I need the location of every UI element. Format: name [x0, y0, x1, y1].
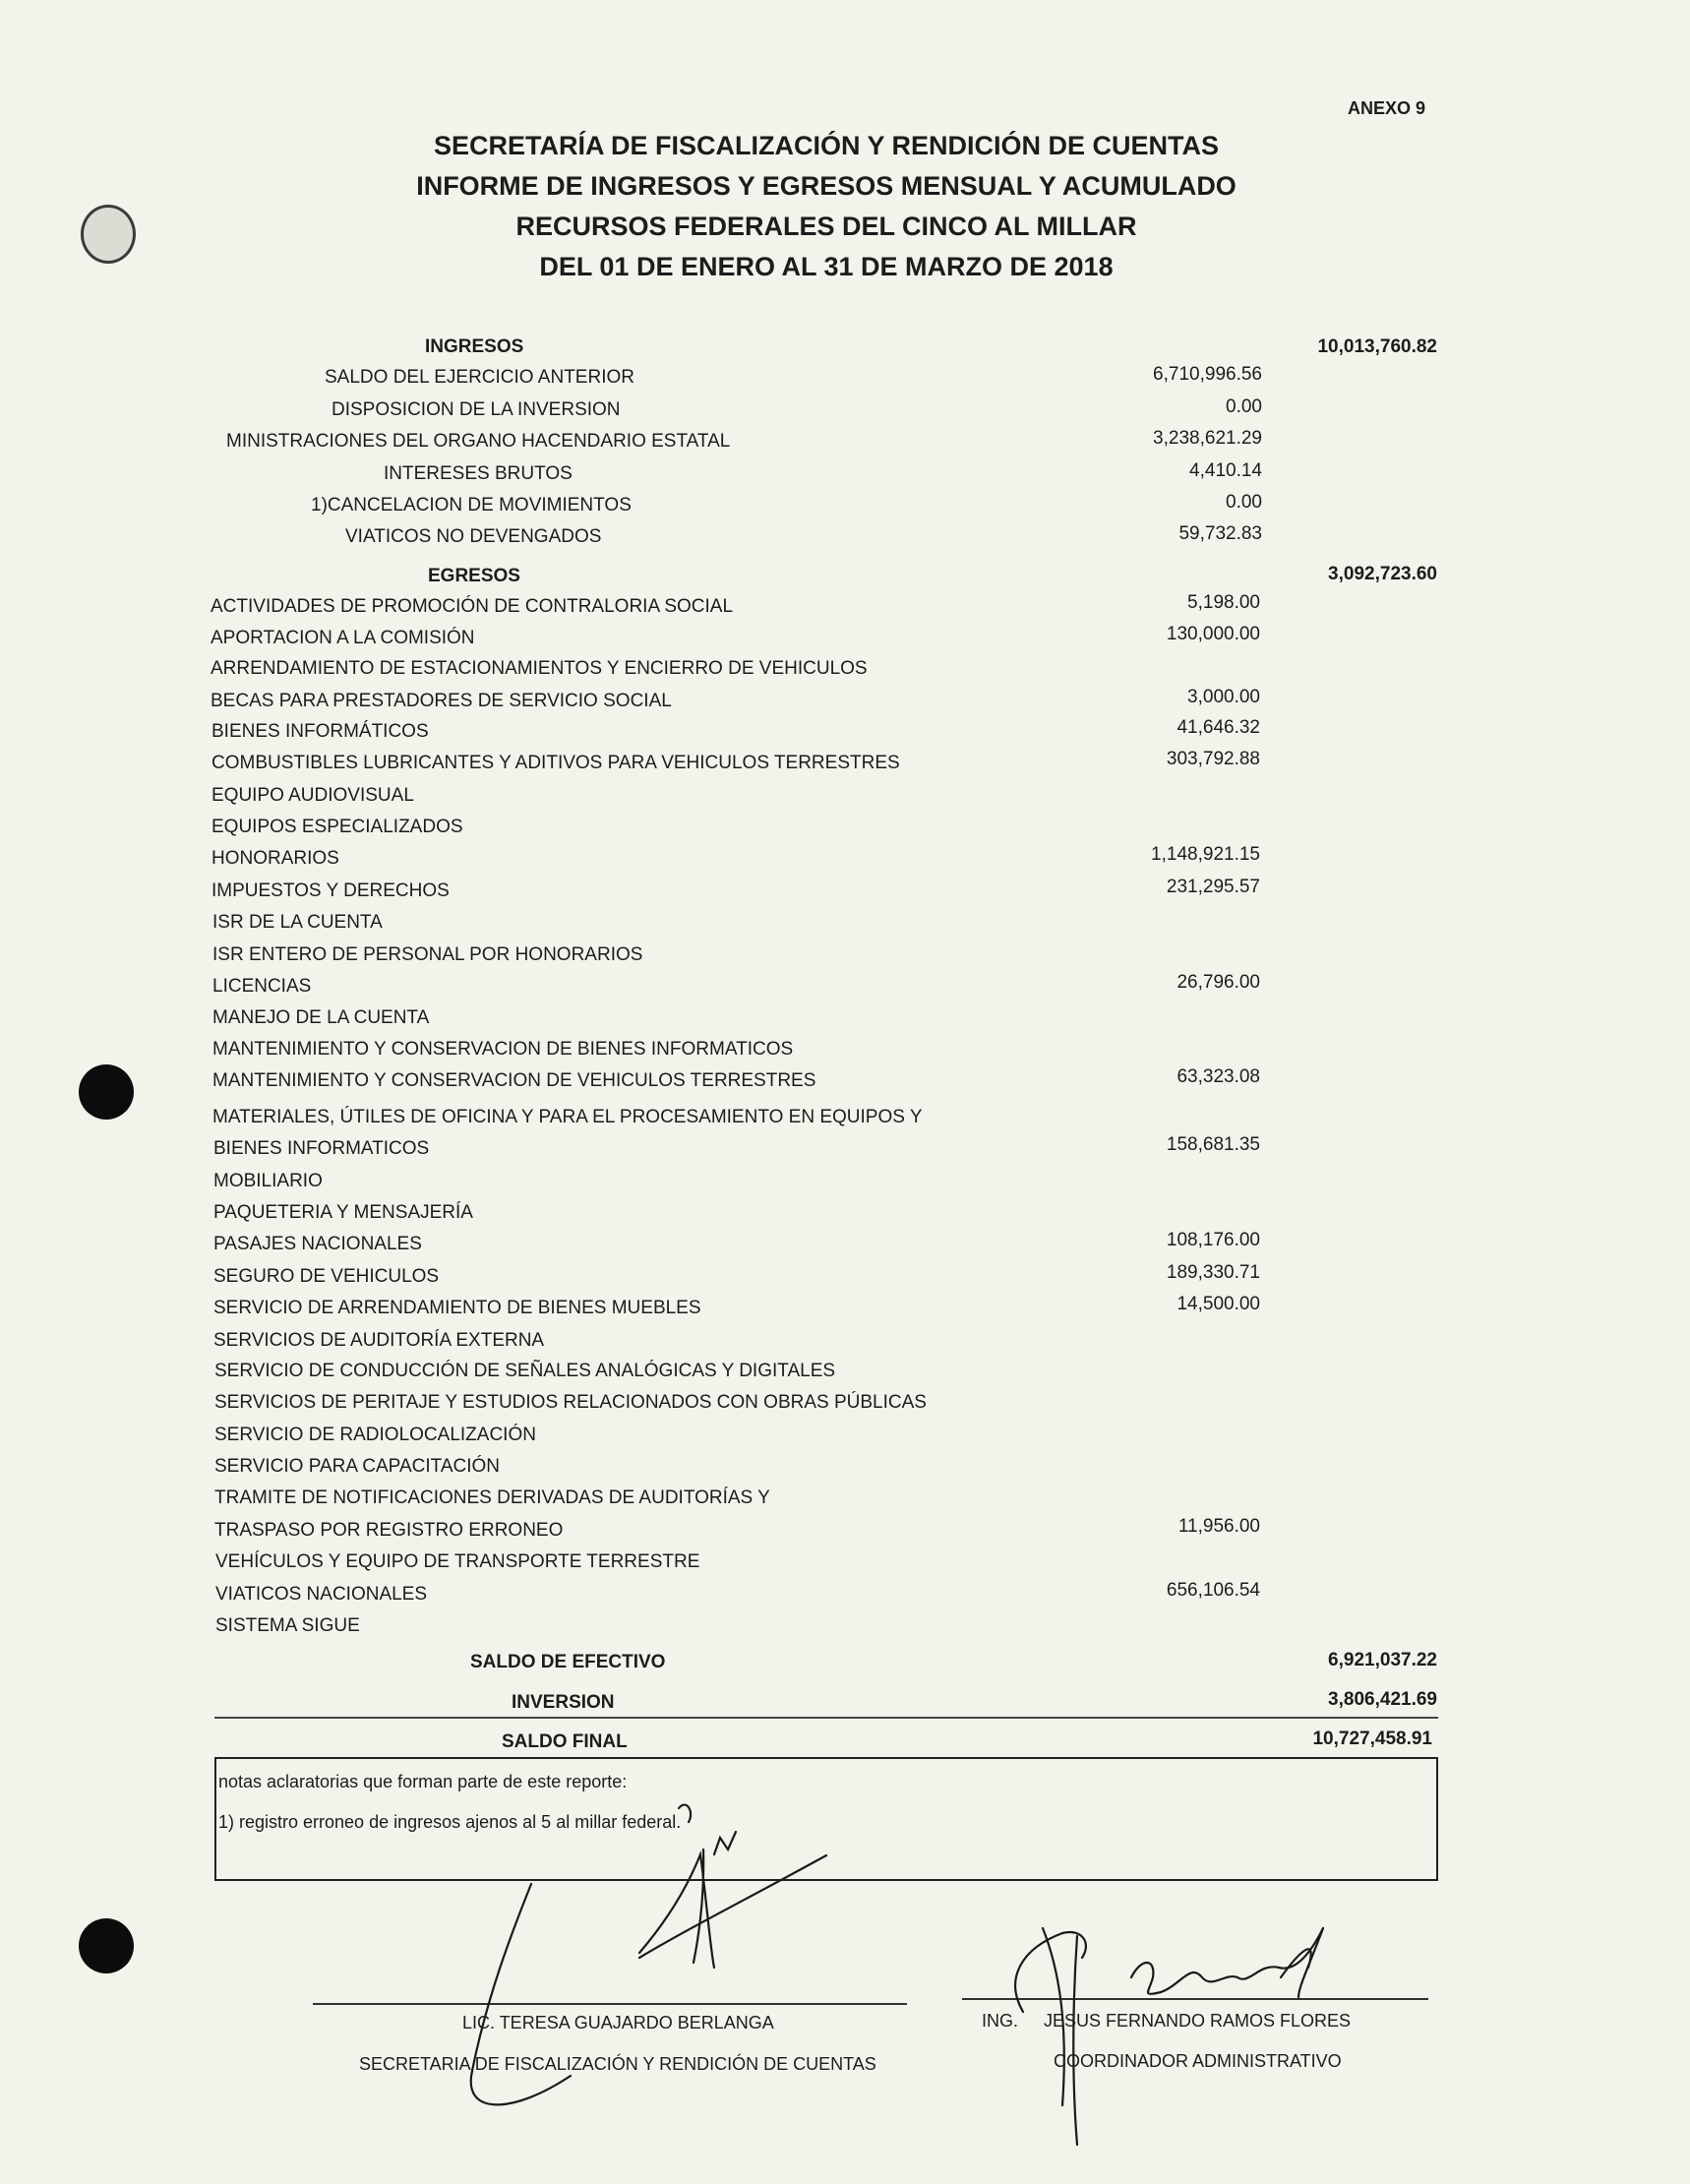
egreso-label: MATERIALES, ÚTILES DE OFICINA Y PARA EL PROCESAMIENTO EN EQUIPOS Y — [212, 1107, 923, 1127]
egreso-label: MANTENIMIENTO Y CONSERVACION DE BIENES INFORMATICOS — [212, 1039, 794, 1060]
saldo-efectivo-value: 6,921,037.22 — [1328, 1650, 1437, 1670]
ingresos-total: 10,013,760.82 — [1317, 336, 1437, 357]
ingreso-amount: 6,710,996.56 — [1153, 364, 1262, 385]
ingreso-amount: 0.00 — [1226, 396, 1262, 417]
ingreso-label: SALDO DEL EJERCICIO ANTERIOR — [325, 367, 634, 388]
egreso-amount: 41,646.32 — [1177, 717, 1260, 738]
egreso-label: SEGURO DE VEHICULOS — [213, 1266, 440, 1287]
egreso-amount: 3,000.00 — [1187, 687, 1260, 707]
egreso-amount: 231,295.57 — [1166, 877, 1260, 897]
egreso-label: SERVICIO DE CONDUCCIÓN DE SEÑALES ANALÓGICAS Y DIGITALES — [214, 1361, 836, 1381]
egreso-label: SERVICIO PARA CAPACITACIÓN — [214, 1456, 500, 1477]
egreso-label: LICENCIAS — [212, 976, 312, 997]
egreso-label: MANEJO DE LA CUENTA — [212, 1007, 430, 1028]
egreso-label: SERVICIO DE ARRENDAMIENTO DE BIENES MUEBLES — [213, 1298, 701, 1318]
egreso-label: ARRENDAMIENTO DE ESTACIONAMIENTOS Y ENCIERRO DE VEHICULOS — [211, 658, 868, 679]
egreso-label: EQUIPOS ESPECIALIZADOS — [211, 817, 463, 837]
ingreso-label: 1)CANCELACION DE MOVIMIENTOS — [311, 495, 632, 516]
inversion-label: INVERSION — [512, 1692, 615, 1713]
ingreso-amount: 3,238,621.29 — [1153, 428, 1262, 449]
punch-hole-top — [81, 205, 136, 264]
punch-hole-bottom — [79, 1918, 134, 1973]
egreso-label: EQUIPO AUDIOVISUAL — [211, 785, 414, 806]
right-signer-name: JESUS FERNANDO RAMOS FLORES — [1044, 2011, 1352, 2031]
header-line-3: RECURSOS FEDERALES DEL CINCO AL MILLAR — [515, 212, 1137, 241]
ingreso-label: DISPOSICION DE LA INVERSION — [332, 399, 621, 420]
signature-line-left — [313, 2003, 907, 2005]
egreso-label: HONORARIOS — [211, 848, 339, 869]
egreso-amount: 158,681.35 — [1166, 1134, 1260, 1155]
egreso-label: MANTENIMIENTO Y CONSERVACION DE VEHICULOS TERRESTRES — [212, 1070, 816, 1091]
egreso-amount: 26,796.00 — [1177, 972, 1260, 993]
egreso-amount: 11,956.00 — [1177, 1516, 1260, 1537]
egreso-label: ISR ENTERO DE PERSONAL POR HONORARIOS — [212, 944, 643, 965]
egreso-label: SISTEMA SIGUE — [215, 1615, 360, 1636]
egreso-label: ACTIVIDADES DE PROMOCIÓN DE CONTRALORIA SOCIAL — [211, 596, 734, 617]
header-line-1: SECRETARÍA DE FISCALIZACIÓN Y RENDICIÓN DE CUENTAS — [433, 131, 1220, 160]
left-signer-name: LIC. TERESA GUAJARDO BERLANGA — [462, 2013, 774, 2032]
egreso-amount: 189,330.71 — [1166, 1262, 1260, 1283]
egreso-amount: 130,000.00 — [1166, 624, 1260, 644]
egreso-label: VEHÍCULOS Y EQUIPO DE TRANSPORTE TERRESTRE — [215, 1551, 700, 1572]
egreso-amount: 303,792.88 — [1166, 749, 1260, 769]
egreso-label: SERVICIOS DE PERITAJE Y ESTUDIOS RELACIONADOS CON OBRAS PÚBLICAS — [214, 1392, 927, 1413]
egreso-label: BIENES INFORMÁTICOS — [211, 721, 429, 742]
report-header — [374, 126, 1279, 287]
signature-line-right — [962, 1998, 1428, 2000]
egreso-label: PAQUETERIA Y MENSAJERÍA — [213, 1202, 473, 1223]
ingreso-label: MINISTRACIONES DEL ORGANO HACENDARIO ESTATAL — [226, 431, 731, 452]
egreso-label: PASAJES NACIONALES — [213, 1234, 422, 1254]
saldo-final-label: SALDO FINAL — [502, 1731, 628, 1752]
header-line-4: DEL 01 DE ENERO AL 31 DE MARZO DE 2018 — [539, 252, 1114, 281]
right-signer-prefix: ING. — [982, 2011, 1019, 2031]
header-line-2: INFORME DE INGRESOS Y EGRESOS MENSUAL Y ACUMULADO — [416, 171, 1237, 201]
right-signer-title: COORDINADOR ADMINISTRATIVO — [1054, 2051, 1342, 2071]
notes-heading: notas aclaratorias que forman parte de este reporte: — [218, 1772, 628, 1791]
egreso-label: SERVICIO DE RADIOLOCALIZACIÓN — [214, 1425, 536, 1445]
saldo-final-value: 10,727,458.91 — [1312, 1729, 1432, 1749]
right-signature — [1015, 1928, 1323, 2145]
egreso-amount: 63,323.08 — [1177, 1066, 1260, 1087]
egreso-label: COMBUSTIBLES LUBRICANTES Y ADITIVOS PARA VEHICULOS TERRESTRES — [211, 753, 900, 773]
egreso-label: TRAMITE DE NOTIFICACIONES DERIVADAS DE AUDITORÍAS Y — [214, 1487, 770, 1508]
note-1: 1) registro erroneo de ingresos ajenos al 5 al millar federal. — [218, 1812, 682, 1832]
egreso-label: ISR DE LA CUENTA — [212, 912, 383, 933]
egreso-label: BECAS PARA PRESTADORES DE SERVICIO SOCIAL — [211, 691, 672, 711]
egreso-label: MOBILIARIO — [213, 1171, 323, 1191]
egreso-amount: 656,106.54 — [1166, 1580, 1260, 1601]
ingreso-label: INTERESES BRUTOS — [384, 463, 573, 484]
summary-divider — [214, 1717, 1438, 1719]
ingreso-amount: 59,732.83 — [1178, 523, 1262, 544]
egresos-total: 3,092,723.60 — [1328, 564, 1437, 584]
egreso-amount: 108,176.00 — [1166, 1230, 1260, 1250]
egreso-label: BIENES INFORMATICOS — [213, 1138, 430, 1159]
saldo-efectivo-label: SALDO DE EFECTIVO — [470, 1652, 666, 1672]
egreso-amount: 14,500.00 — [1177, 1294, 1260, 1314]
egreso-amount: 1,148,921.15 — [1151, 844, 1260, 865]
egreso-label: IMPUESTOS Y DERECHOS — [211, 880, 450, 901]
annex-label: ANEXO 9 — [1348, 98, 1426, 118]
punch-hole-middle — [79, 1064, 134, 1120]
egreso-label: TRASPASO POR REGISTRO ERRONEO — [214, 1520, 564, 1541]
left-signer-title: SECRETARIA DE FISCALIZACIÓN Y RENDICIÓN DE CUENTAS — [359, 2054, 876, 2074]
egreso-label: SERVICIOS DE AUDITORÍA EXTERNA — [213, 1330, 545, 1351]
egresos-heading: EGRESOS — [428, 566, 520, 586]
ingresos-heading: INGRESOS — [425, 336, 524, 357]
inversion-value: 3,806,421.69 — [1328, 1689, 1437, 1710]
ingreso-amount: 0.00 — [1226, 492, 1262, 513]
ingreso-label: VIATICOS NO DEVENGADOS — [345, 526, 602, 547]
egreso-label: APORTACION A LA COMISIÓN — [211, 628, 475, 648]
ingreso-amount: 4,410.14 — [1189, 460, 1262, 481]
egreso-amount: 5,198.00 — [1187, 592, 1260, 613]
egreso-label: VIATICOS NACIONALES — [215, 1584, 428, 1605]
